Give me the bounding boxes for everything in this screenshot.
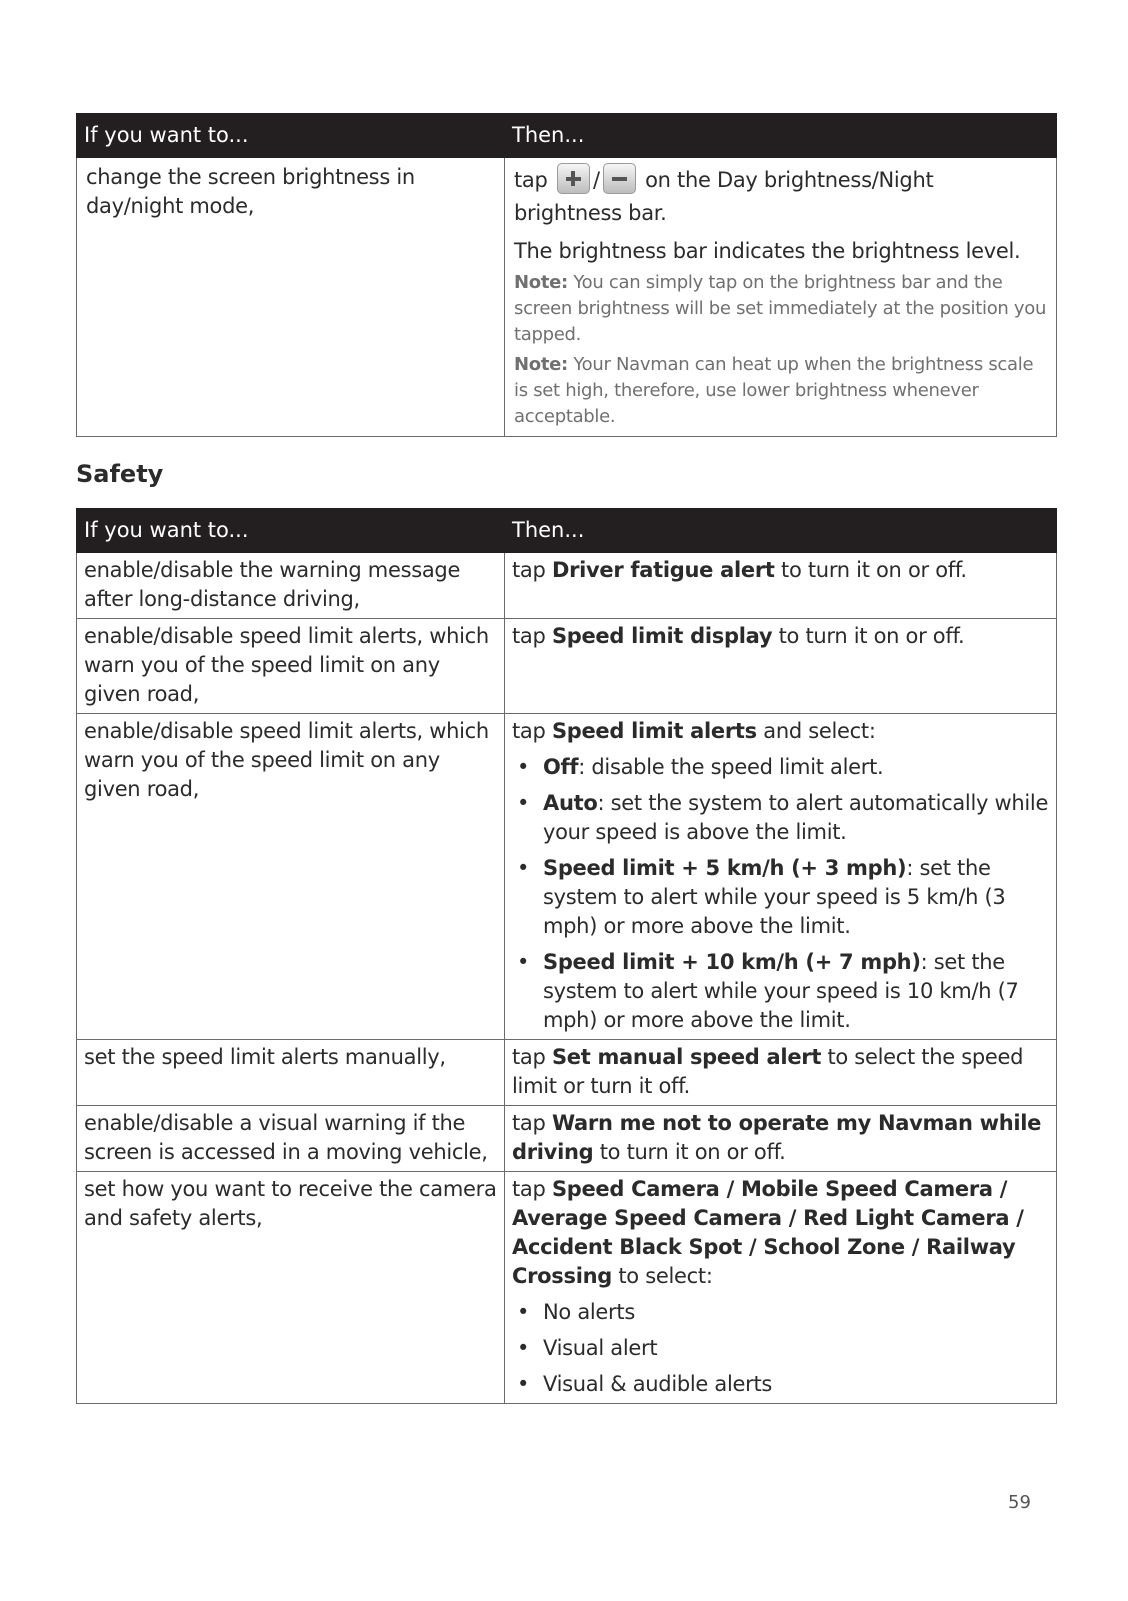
safety-table <box>76 508 1057 1404</box>
tap-word: tap <box>512 1111 546 1135</box>
option-desc: : set the system to alert automatically while your speed is above the limit. <box>543 791 1049 844</box>
brightness-table <box>76 113 1057 437</box>
tap-word: tap <box>512 558 546 582</box>
action-text: to turn it on or off. <box>599 1140 786 1164</box>
action-text: to select the speed limit or turn it off. <box>512 1045 1024 1098</box>
option-label: Auto <box>543 791 598 815</box>
note-2 <box>514 352 1047 430</box>
header-want: If you want to... <box>77 114 505 158</box>
list-item <box>512 948 1049 1035</box>
note-1 <box>514 270 1047 348</box>
list-item: • Visual & audible alerts <box>512 1370 1049 1399</box>
option-name: Set manual speed alert <box>551 1045 822 1069</box>
option-label: Speed limit + 5 km/h (+ 3 mph) <box>543 856 907 880</box>
option-label: Off <box>543 755 579 779</box>
want-cell: enable/disable the warning message after long-distance driving, <box>77 553 505 619</box>
then-cell <box>505 714 1057 1040</box>
want-cell: enable/disable a visual warning if the screen is accessed in a moving vehicle, <box>77 1106 505 1172</box>
table-row <box>77 1172 1057 1404</box>
option-name: Speed limit display <box>551 624 773 648</box>
tap-word: tap <box>512 1177 546 1201</box>
list-item: • No alerts <box>512 1298 1049 1327</box>
want-cell: set the speed limit alerts manually, <box>77 1040 505 1106</box>
header-then: Then... <box>505 114 1057 158</box>
table-header-row <box>77 114 1057 158</box>
want-cell <box>77 158 505 437</box>
instruction <box>512 717 1049 746</box>
page-number: 59 <box>1008 1492 1031 1513</box>
action-text: to turn it on or off. <box>778 624 965 648</box>
option-desc: : disable the speed limit alert. <box>578 755 884 779</box>
option-list <box>512 1298 1049 1399</box>
header-then: Then... <box>505 509 1057 553</box>
brightness-bar-text: on the Day brightness/Night brightness bar. <box>514 168 934 225</box>
tap-word: tap <box>512 1045 546 1069</box>
note-label: Note: <box>514 354 568 375</box>
option-name: Speed Camera / Mobile Speed Camera / Average Speed Camera / Red Light Camera / Accident Black Spot / School Zone / Railway Crossing <box>512 1177 1024 1288</box>
tap-word: tap <box>512 719 546 743</box>
table-header-row <box>77 509 1057 553</box>
then-cell <box>505 1172 1057 1404</box>
action-text: to turn it on or off. <box>781 558 967 582</box>
want-text: change the screen brightness in day/night mode, <box>86 165 415 218</box>
then-cell <box>505 158 1057 437</box>
note-label: Note: <box>514 272 568 293</box>
then-cell <box>505 1106 1057 1172</box>
table-row <box>77 714 1057 1040</box>
table-row <box>77 1106 1057 1172</box>
option-name: Speed limit alerts <box>551 719 757 743</box>
list-item: • Visual alert <box>512 1334 1049 1363</box>
tap-word: tap <box>514 168 548 192</box>
plus-icon <box>557 163 590 194</box>
action-text: and select: <box>763 719 876 743</box>
section-title: Safety <box>76 460 164 488</box>
separator: / <box>592 168 600 192</box>
then-cell <box>505 553 1057 619</box>
minus-icon <box>603 163 636 194</box>
note-text: You can simply tap on the brightness bar and the screen brightness will be set immediately at the position you tapped. <box>514 272 1047 345</box>
table-row <box>77 158 1057 437</box>
list-item <box>512 753 1049 782</box>
option-desc: : set the system to alert while your speed is 5 km/h (3 mph) or more above the limit. <box>543 856 1006 938</box>
table-row <box>77 553 1057 619</box>
want-cell: set how you want to receive the camera and safety alerts, <box>77 1172 505 1404</box>
tap-word: tap <box>512 624 546 648</box>
option-name: Driver fatigue alert <box>551 558 775 582</box>
option-list <box>512 753 1049 1035</box>
option-name: Warn me not to operate my Navman while driving <box>512 1111 1042 1164</box>
list-item <box>512 854 1049 941</box>
option-desc: : set the system to alert while your speed is 10 km/h (7 mph) or more above the limit. <box>543 950 1019 1032</box>
action-text: to select: <box>618 1264 713 1288</box>
want-cell: enable/disable speed limit alerts, which warn you of the speed limit on any given road, <box>77 714 505 1040</box>
instruction <box>512 1175 1049 1291</box>
list-item <box>512 789 1049 847</box>
table-row <box>77 1040 1057 1106</box>
note-text: Your Navman can heat up when the brightness scale is set high, therefore, use lower brightness whenever acceptable. <box>514 354 1034 427</box>
table-row <box>77 619 1057 714</box>
brightness-instruction <box>514 164 1047 230</box>
brightness-level-text: The brightness bar indicates the brightness level. <box>514 239 1021 263</box>
then-cell <box>505 1040 1057 1106</box>
header-want: If you want to... <box>77 509 505 553</box>
want-cell: enable/disable speed limit alerts, which warn you of the speed limit on any given road, <box>77 619 505 714</box>
option-label: Speed limit + 10 km/h (+ 7 mph) <box>543 950 921 974</box>
then-cell <box>505 619 1057 714</box>
